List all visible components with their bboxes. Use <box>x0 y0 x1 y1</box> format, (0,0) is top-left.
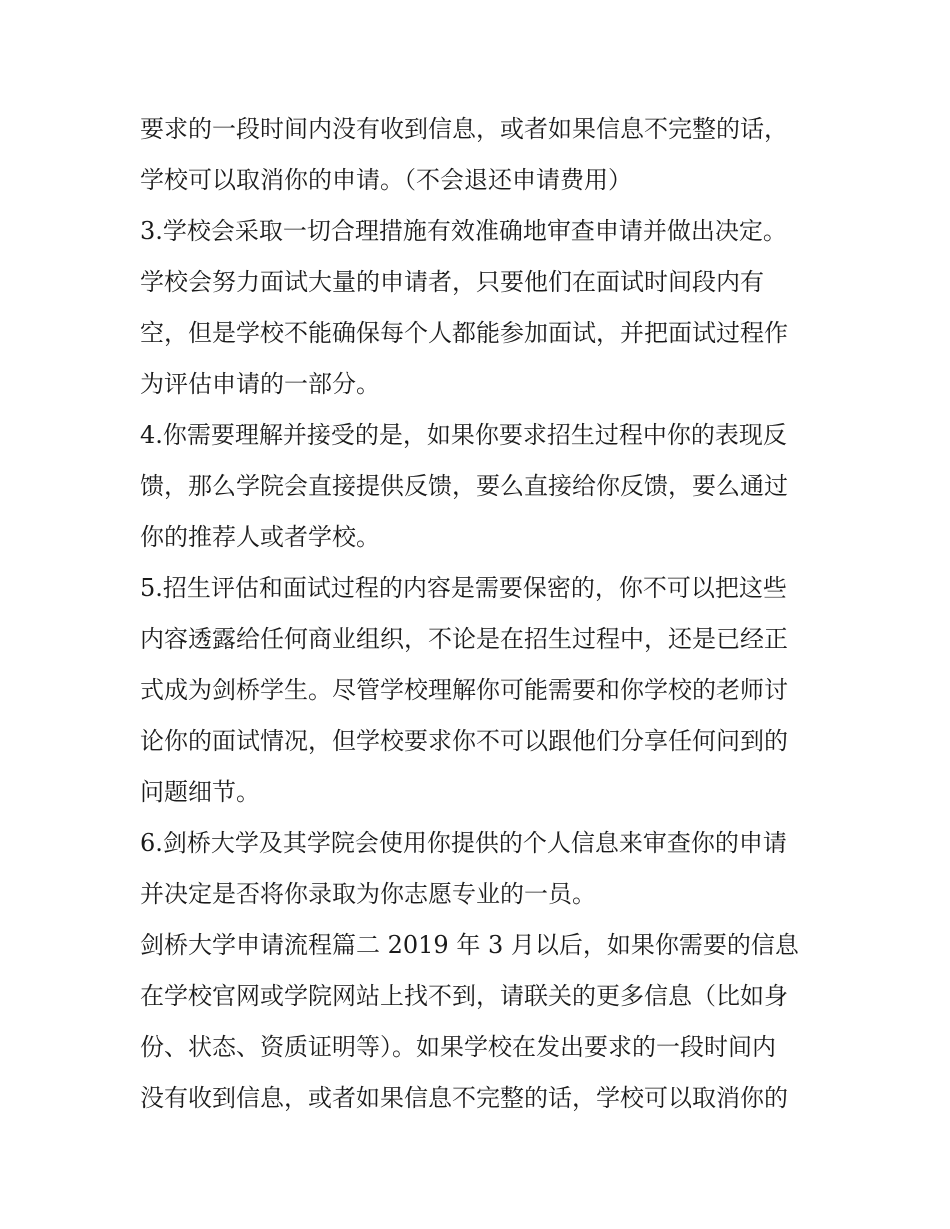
text-line: 没有收到信息，或者如果信息不完整的话，学校可以取消你的 <box>140 1084 788 1112</box>
text-line: 你的推荐人或者学校。 <box>140 523 380 551</box>
text-line: 问题细节。 <box>140 778 260 806</box>
text-line: 内容透露给任何商业组织，不论是在招生过程中，还是已经正 <box>140 625 788 653</box>
text-line: 3.学校会采取一切合理措施有效准确地审查申请并做出决定。 <box>140 217 787 245</box>
text-line: 馈，那么学院会直接提供反馈，要么直接给你反馈，要么通过 <box>140 472 788 500</box>
text-line: 在学校官网或学院网站上找不到，请联关的更多信息（比如身 <box>140 982 788 1010</box>
text-line: 论你的面试情况，但学校要求你不可以跟他们分享任何问到的 <box>140 727 788 755</box>
text-line: 6.剑桥大学及其学院会使用你提供的个人信息来审查你的申请 <box>140 829 787 857</box>
text-line: 学校可以取消你的申请。（不会退还申请费用） <box>140 166 632 194</box>
text-line: 份、状态、资质证明等）。如果学校在发出要求的一段时间内 <box>140 1033 776 1061</box>
text-line: 为评估申请的一部分。 <box>140 370 380 398</box>
text-line: 学校会努力面试大量的申请者，只要他们在面试时间段内有 <box>140 268 764 296</box>
text-line: 并决定是否将你录取为你志愿专业的一员。 <box>140 880 596 908</box>
text-line: 空，但是学校不能确保每个人都能参加面试，并把面试过程作 <box>140 319 788 347</box>
text-line: 要求的一段时间内没有收到信息，或者如果信息不完整的话， <box>140 115 788 143</box>
text-line: 4.你需要理解并接受的是，如果你要求招生过程中你的表现反 <box>140 421 787 449</box>
text-line: 剑桥大学申请流程篇二 2019 年 3 月以后，如果你需要的信息 <box>140 931 799 959</box>
text-line: 5.招生评估和面试过程的内容是需要保密的，你不可以把这些 <box>140 574 787 602</box>
text-line: 式成为剑桥学生。尽管学校理解你可能需要和你学校的老师讨 <box>140 676 788 704</box>
body-text <box>140 104 820 1124</box>
